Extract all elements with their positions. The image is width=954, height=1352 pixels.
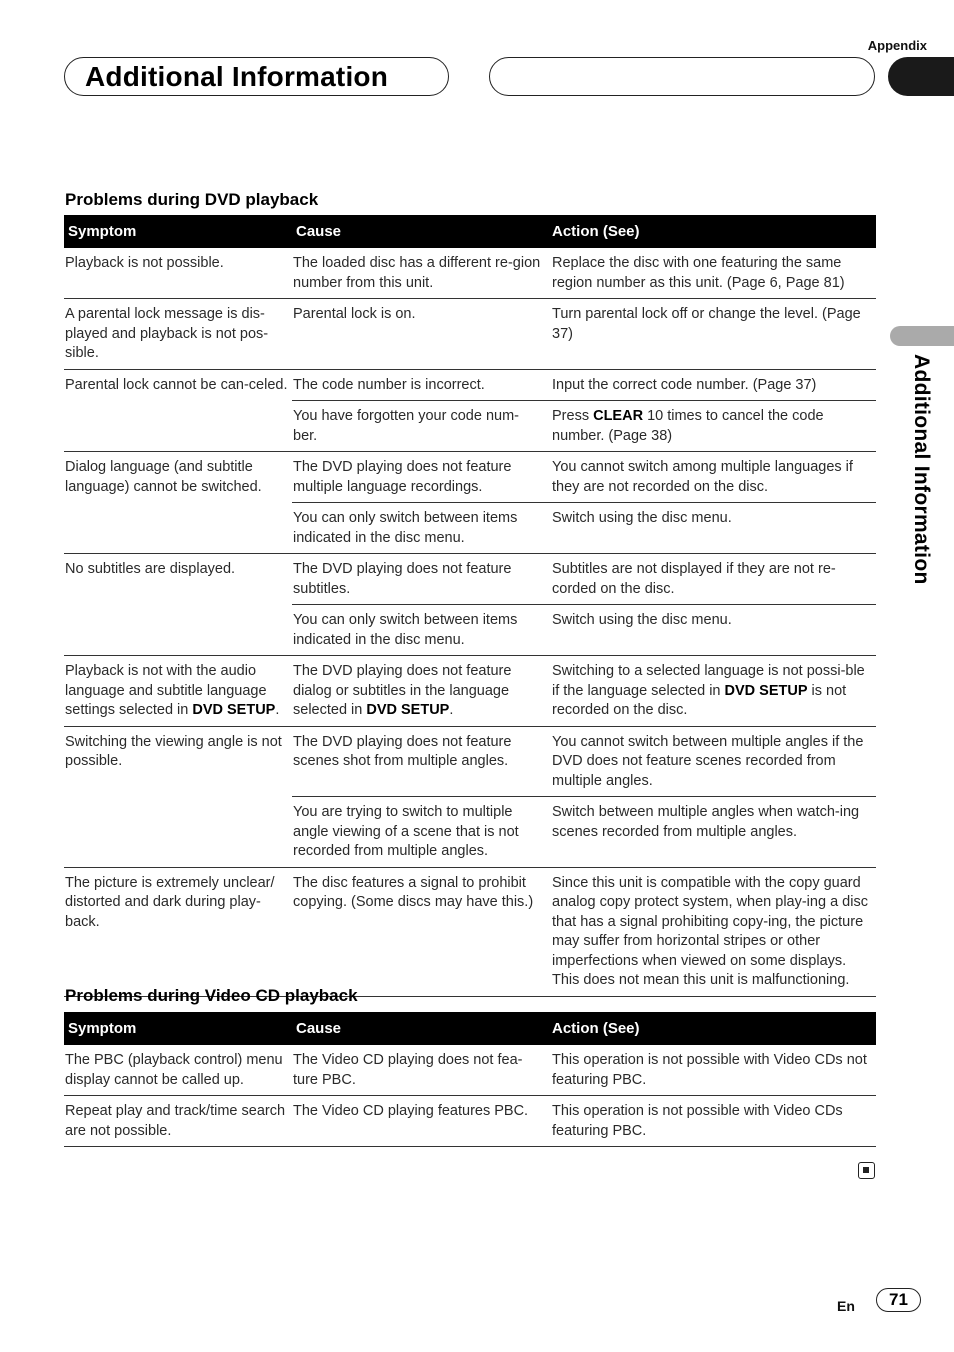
table-row — [64, 248, 876, 299]
vcd-problems-table — [64, 1012, 876, 1147]
cause-cell: The DVD playing does not feature subtitles. — [292, 554, 544, 605]
cause-cell: The DVD playing does not feature scenes shot from multiple angles. — [292, 726, 544, 797]
column-header-symptom: Symptom — [64, 1012, 292, 1045]
action-cell: Switch between multiple angles when watch-ing scenes recorded from multiple angles. — [544, 797, 876, 868]
column-header-symptom: Symptom — [64, 215, 292, 248]
table-row — [64, 369, 876, 401]
side-tab-label: Additional Information — [910, 354, 933, 585]
section-label: Appendix — [867, 38, 927, 53]
table-row — [64, 656, 876, 727]
action-cell: This operation is not possible with Video CDs featuring PBC. — [544, 1096, 876, 1147]
column-header-action: Action (See) — [544, 1012, 876, 1045]
action-cell: Switch using the disc menu. — [544, 605, 876, 656]
symptom-cell: A parental lock message is dis-played and playback is not pos-sible. — [64, 299, 292, 370]
cause-cell: The loaded disc has a different re-gion number from this unit. — [292, 248, 544, 299]
table-row — [64, 726, 876, 797]
symptom-cell: The PBC (playback control) menu display cannot be called up. — [64, 1045, 292, 1096]
action-cell: You cannot switch among multiple languages if they are not recorded on the disc. — [544, 452, 876, 503]
cause-cell: The code number is incorrect. — [292, 369, 544, 401]
symptom-cell: The picture is extremely unclear/ distorted and dark during play-back. — [64, 867, 292, 996]
table-row — [64, 867, 876, 996]
cause-cell: You are trying to switch to multiple angle viewing of a scene that is not recorded from multiple angles. — [292, 797, 544, 868]
table-row — [64, 1045, 876, 1096]
symptom-cell: Playback is not with the audio language and subtitle language settings selected in DVD SETUP. — [64, 656, 292, 727]
blank-header-frame — [489, 57, 875, 96]
table-header-row — [64, 215, 876, 248]
action-cell: Switch using the disc menu. — [544, 503, 876, 554]
cause-cell: The DVD playing does not feature multiple language recordings. — [292, 452, 544, 503]
page-title-frame — [64, 57, 449, 96]
cause-cell: Parental lock is on. — [292, 299, 544, 370]
table-row — [64, 554, 876, 605]
cause-cell: You have forgotten your code num-ber. — [292, 401, 544, 452]
side-tab-marker — [890, 326, 954, 346]
action-cell: Subtitles are not displayed if they are not re-corded on the disc. — [544, 554, 876, 605]
table-header-row — [64, 1012, 876, 1045]
page-number: 71 — [876, 1288, 921, 1312]
action-cell: Press CLEAR 10 times to cancel the code number. (Page 38) — [544, 401, 876, 452]
cause-cell: The Video CD playing does not fea-ture PBC. — [292, 1045, 544, 1096]
action-cell: Replace the disc with one featuring the same region number as this unit. (Page 6, Page 81) — [544, 248, 876, 299]
cause-cell: You can only switch between items indicated in the disc menu. — [292, 605, 544, 656]
column-header-action: Action (See) — [544, 215, 876, 248]
symptom-cell: Repeat play and track/time search are not possible. — [64, 1096, 292, 1147]
column-header-cause: Cause — [292, 215, 544, 248]
dvd-problems-table — [64, 215, 876, 997]
header-tab — [888, 57, 954, 96]
dvd-section-heading: Problems during DVD playback — [65, 190, 319, 209]
cause-cell: You can only switch between items indicated in the disc menu. — [292, 503, 544, 554]
table-row — [64, 1096, 876, 1147]
clear-button-label: CLEAR — [593, 408, 644, 424]
symptom-cell: Parental lock cannot be can-celed. — [64, 369, 292, 452]
page-title: Additional Information — [85, 61, 389, 92]
table-row — [64, 299, 876, 370]
action-cell: You cannot switch between multiple angles if the DVD does not feature scenes recorded from multiple angles. — [544, 726, 876, 797]
cause-cell: The Video CD playing features PBC. — [292, 1096, 544, 1147]
action-cell: This operation is not possible with Video CDs not featuring PBC. — [544, 1045, 876, 1096]
action-cell: Turn parental lock off or change the level. (Page 37) — [544, 299, 876, 370]
table-row — [64, 452, 876, 503]
action-cell: Input the correct code number. (Page 37) — [544, 369, 876, 401]
dvd-setup-label: DVD SETUP — [366, 702, 450, 718]
symptom-cell: Playback is not possible. — [64, 248, 292, 299]
dvd-setup-label: DVD SETUP — [192, 702, 276, 718]
cause-cell: The DVD playing does not feature dialog or subtitles in the language selected in DVD SETUP. — [292, 656, 544, 727]
action-cell: Since this unit is compatible with the copy guard analog copy protect system, when play-ing a disc that has a signal prohibiting copy-ing, the picture may suffer from horizontal stripes or other imperfections when viewed on some displays. This does not mean this unit is malfunctioning. — [544, 867, 876, 996]
column-header-cause: Cause — [292, 1012, 544, 1045]
language-code: En — [837, 1298, 855, 1314]
end-of-section-icon — [858, 1162, 875, 1179]
symptom-cell: No subtitles are displayed. — [64, 554, 292, 656]
vcd-section-heading: Problems during Video CD playback — [65, 986, 358, 1005]
symptom-cell: Switching the viewing angle is not possible. — [64, 726, 292, 867]
symptom-cell: Dialog language (and subtitle language) cannot be switched. — [64, 452, 292, 554]
dvd-setup-label: DVD SETUP — [724, 682, 808, 699]
action-cell: Switching to a selected language is not possi-ble if the language selected in DVD SETUP is not recorded on the disc. — [544, 656, 876, 727]
cause-cell: The disc features a signal to prohibit copying. (Some discs may have this.) — [292, 867, 544, 996]
